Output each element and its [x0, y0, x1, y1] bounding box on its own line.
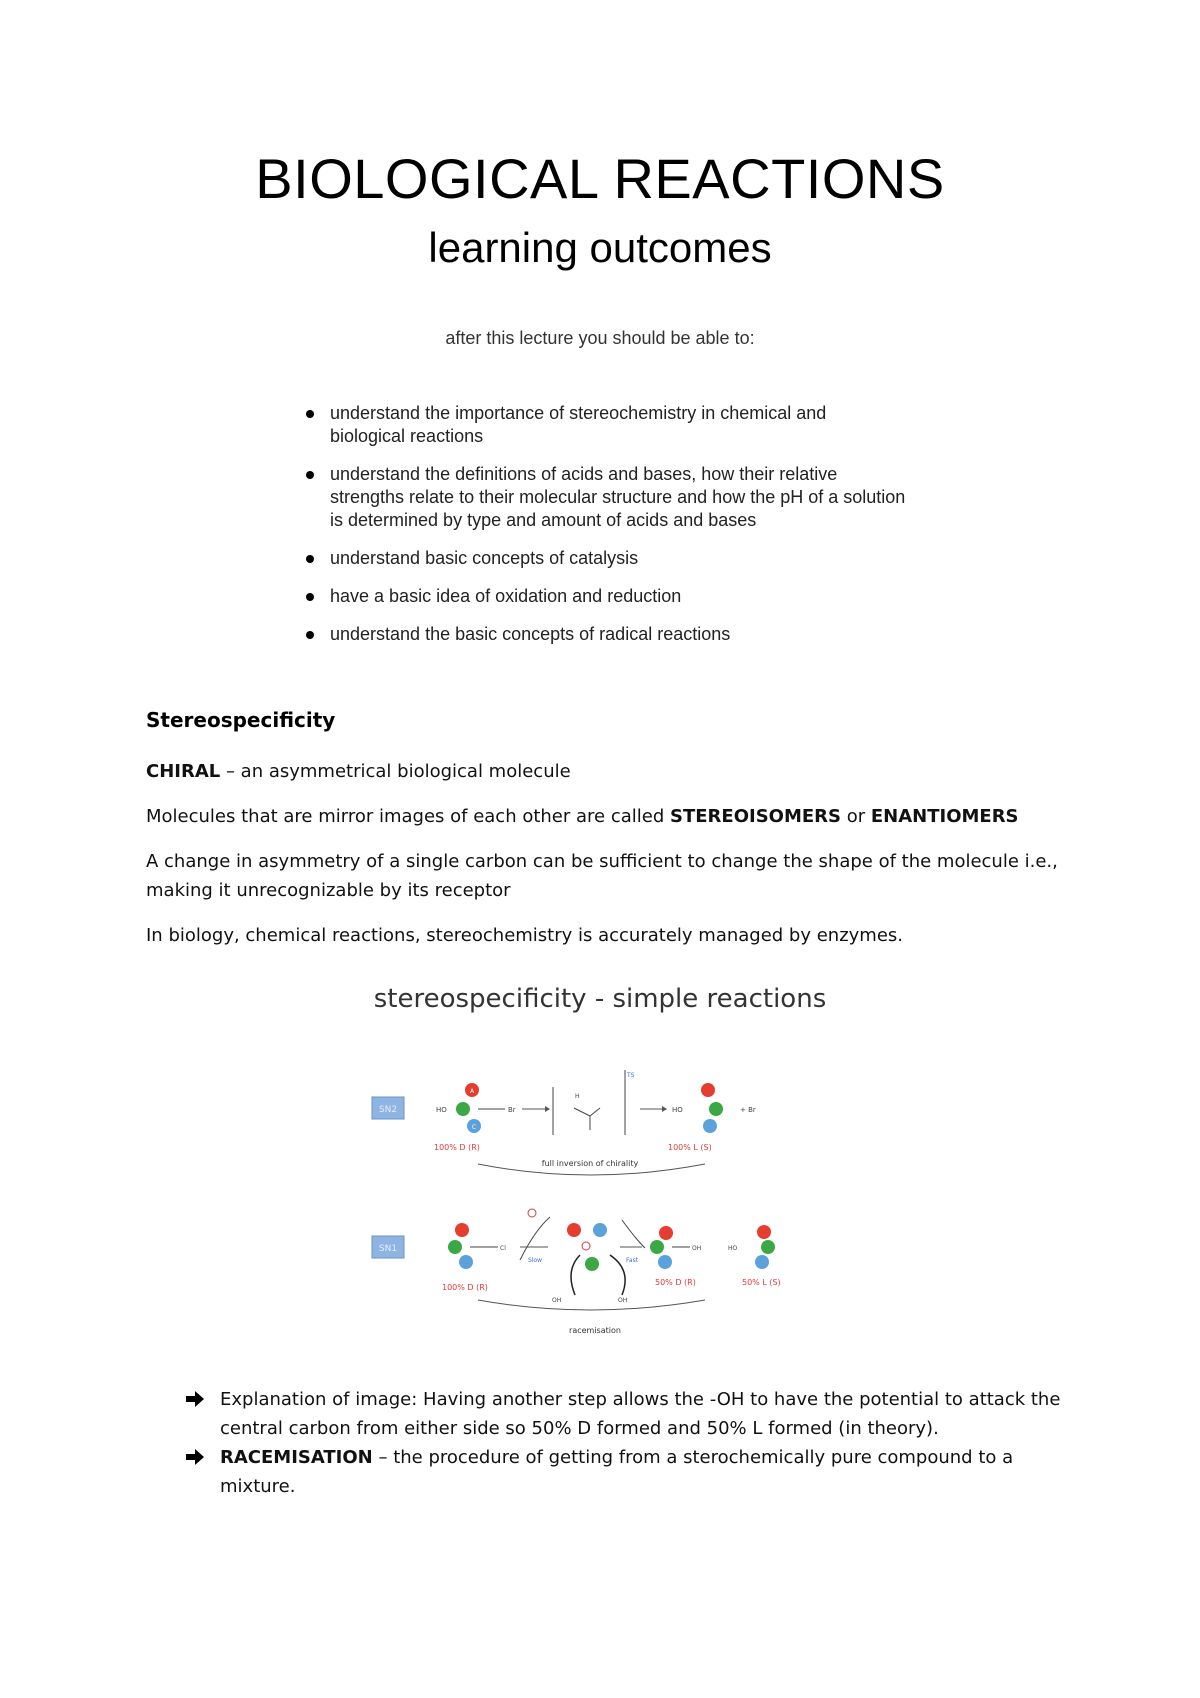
- atom-b: [448, 1240, 462, 1254]
- transition-state-label: TS: [627, 1072, 635, 1079]
- list-item: understand basic concepts of catalysis: [306, 547, 906, 570]
- atom-c: [755, 1255, 769, 1269]
- sn1-caption: racemisation: [569, 1326, 621, 1335]
- sn2-label: SN2: [378, 1105, 398, 1115]
- atom-b: [709, 1102, 723, 1116]
- chiral-definition: CHIRAL – an asymmetrical biological molecule: [146, 761, 571, 782]
- atom-b: [761, 1240, 775, 1254]
- learning-outcomes-list: [306, 402, 906, 661]
- atom-c-label: C: [471, 1124, 477, 1131]
- atom-c: [593, 1223, 607, 1237]
- hydroxide-label: OH: [618, 1297, 628, 1304]
- svg-text:OH: OH: [692, 1245, 702, 1252]
- bullet-icon: [306, 555, 314, 563]
- sn1-mid-yield: 50% D (R): [655, 1278, 696, 1287]
- atom-a-label: A: [469, 1088, 475, 1095]
- hydrogen-label: H: [575, 1093, 580, 1100]
- fast-label: Fast: [626, 1257, 639, 1264]
- svg-text:HO: HO: [672, 1106, 683, 1114]
- list-item: understand the definitions of acids and bases, how their relative strengths relate to their molecular structure and how the pH of a solution is determined by type and amount of acids and bases: [306, 463, 906, 532]
- mirror-paragraph: Molecules that are mirror images of each other are called STEREOISOMERS or ENANTIOMERS: [146, 806, 1019, 827]
- bullet-icon: [306, 471, 314, 479]
- sn1-label: SN1: [378, 1244, 398, 1254]
- bromine-label: Br: [508, 1106, 516, 1114]
- hydroxide-label: HO: [436, 1106, 447, 1114]
- atom-c: [703, 1119, 717, 1133]
- atom-a: [701, 1083, 715, 1097]
- racemisation-term: RACEMISATION: [220, 1447, 373, 1468]
- bullet-icon: [306, 631, 314, 639]
- bullet-icon: [306, 593, 314, 601]
- arrow-right-icon: [184, 1388, 206, 1410]
- atom-a: [757, 1225, 771, 1239]
- atom-c: [658, 1255, 672, 1269]
- svg-text:+ Br: + Br: [740, 1106, 756, 1114]
- atom-c: [459, 1255, 473, 1269]
- figure-title: stereospecificity - simple reactions: [373, 984, 827, 1014]
- hydroxide-label: OH: [552, 1297, 562, 1304]
- sn2-right-yield: 100% L (S): [668, 1143, 712, 1152]
- sn1-left-yield: 100% D (R): [442, 1283, 488, 1292]
- atom-b: [585, 1257, 599, 1271]
- stereoisomers-term: STEREOISOMERS: [670, 806, 841, 827]
- list-item: understand the importance of stereochemistry in chemical and biological reactions: [306, 402, 906, 448]
- section-heading: Stereospecificity: [146, 708, 336, 732]
- arrow-right-icon: [184, 1446, 206, 1468]
- page-title: BIOLOGICAL REACTIONS: [255, 147, 945, 210]
- intro-text: after this lecture you should be able to:: [445, 328, 755, 348]
- list-item: Explanation of image: Having another step allows the -OH to have the potential to attack the central carbon from either side so 50% D formed and 50% L formed (in theory).: [184, 1385, 1084, 1443]
- list-item: understand the basic concepts of radical reactions: [306, 623, 906, 646]
- atom-b: [650, 1240, 664, 1254]
- reaction-diagram: [360, 1050, 820, 1340]
- atom-b: [456, 1102, 470, 1116]
- list-item: RACEMISATION – the procedure of getting from a sterochemically pure compound to a mixture.: [184, 1443, 1084, 1501]
- chloride-label: Cl: [500, 1245, 506, 1252]
- slow-label: Slow: [528, 1257, 543, 1264]
- sn2-left-yield: 100% D (R): [434, 1143, 480, 1152]
- atom-a: [659, 1226, 673, 1240]
- sn1-right-yield: 50% L (S): [742, 1278, 781, 1287]
- sn2-caption: full inversion of chirality: [541, 1159, 639, 1168]
- chiral-term: CHIRAL: [146, 761, 221, 782]
- atom-a: [455, 1223, 469, 1237]
- notes-list: [184, 1385, 1084, 1501]
- asymmetry-paragraph: A change in asymmetry of a single carbon can be sufficient to change the shape of the molecule i.e., making it unrecognizable by its receptor: [146, 851, 1058, 901]
- page-subtitle: learning outcomes: [428, 224, 772, 271]
- list-item: have a basic idea of oxidation and reduction: [306, 585, 906, 608]
- bullet-icon: [306, 410, 314, 418]
- svg-text:HO: HO: [728, 1245, 738, 1252]
- biology-paragraph: In biology, chemical reactions, stereochemistry is accurately managed by enzymes.: [146, 925, 904, 946]
- atom-a: [567, 1223, 581, 1237]
- enantiomers-term: ENANTIOMERS: [870, 806, 1019, 827]
